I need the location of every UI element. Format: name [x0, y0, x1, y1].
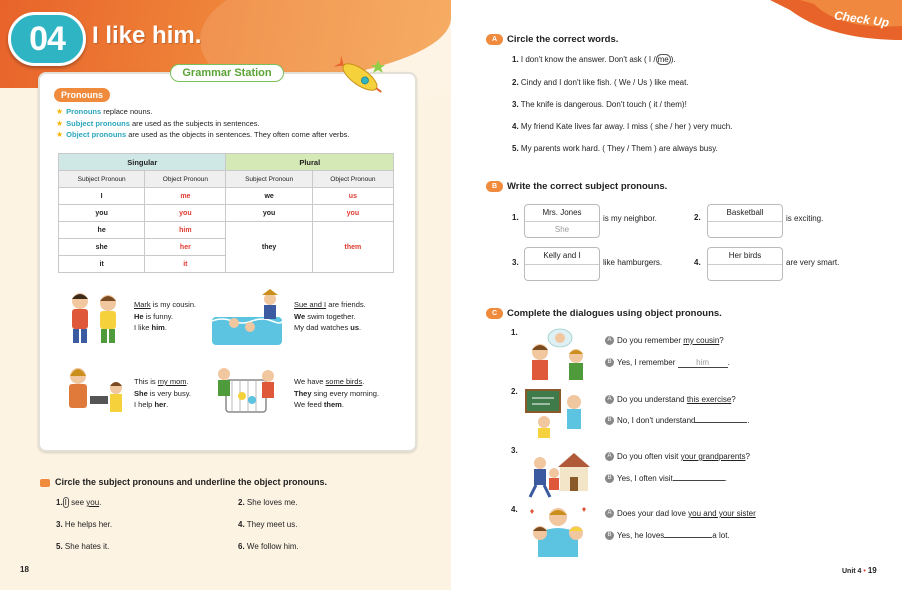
item-text[interactable]: The knife is dangerous. Don't touch ( it / them)! — [520, 100, 687, 109]
table-cell: you — [226, 205, 312, 222]
speaker-b-icon: B — [605, 358, 614, 367]
page-number-left: 18 — [20, 565, 29, 574]
example-object-noun: some birds — [325, 377, 363, 386]
dialogue-underlined: your grandparents — [680, 452, 746, 461]
section-a-item-3 — [512, 100, 687, 109]
dialogue-text: Do you understand — [617, 395, 687, 404]
answer-blank[interactable] — [664, 537, 712, 538]
example-subject-noun: Mark — [134, 300, 151, 309]
answer-blank[interactable] — [695, 422, 747, 423]
dialogue-text: ? — [745, 452, 750, 461]
item-number: 4. — [694, 258, 701, 267]
item-text[interactable]: He helps her. — [64, 520, 113, 529]
dialogue-text: Yes, I remember — [617, 358, 678, 367]
item-text: see — [68, 498, 87, 507]
speaker-a-icon: A — [605, 395, 614, 404]
dialogue-a — [605, 336, 724, 345]
dialogue-a — [605, 395, 736, 404]
star-icon: ★ — [56, 107, 64, 116]
dialogue-text: a lot. — [712, 531, 730, 540]
dialogue-text: Yes, he loves — [617, 531, 665, 540]
dialogue-b — [605, 358, 730, 368]
table-header-plural: Plural — [226, 154, 394, 171]
example-object-pronoun: him — [151, 323, 165, 332]
dialogue-b — [605, 474, 727, 483]
section-a-badge: A — [486, 34, 503, 45]
section-a-item-4 — [512, 122, 732, 131]
dialogue-a — [605, 452, 750, 461]
footer-dot: • — [863, 568, 866, 575]
table-row — [59, 188, 394, 205]
dialogue-a — [605, 509, 756, 518]
dialogue-text: Does your dad love — [617, 509, 689, 518]
example-text: swim together. — [305, 311, 356, 321]
swimming-illustration — [212, 287, 282, 345]
table-cell: you — [312, 205, 393, 222]
classroom-illustration — [524, 388, 590, 438]
example-text: . — [166, 400, 169, 409]
item-text[interactable]: Cindy and I don't like fish. ( We / Us ) like meat. — [520, 78, 689, 87]
rule-2 — [56, 119, 260, 128]
speaker-a-icon: A — [605, 509, 614, 518]
task-item-2 — [238, 498, 298, 507]
item-text: are very smart. — [786, 258, 840, 267]
table-cell: you — [145, 205, 226, 222]
example-1 — [134, 299, 196, 334]
rule-highlight: Object pronouns — [66, 130, 127, 139]
example-text: is very busy. — [147, 388, 191, 398]
grammar-station-title: Grammar Station — [170, 64, 284, 82]
table-cell: us — [312, 188, 393, 205]
dialogue-underlined: this exercise — [686, 395, 732, 404]
item-text: . — [99, 498, 102, 507]
example-subject-pronoun: She — [134, 388, 148, 398]
rule-text: are used as the subjects in sentences. — [129, 119, 260, 128]
example-text: is my cousin. — [150, 300, 197, 309]
section-title-text: Write the correct subject pronouns. — [507, 181, 668, 193]
circled-answer[interactable]: me — [657, 55, 669, 64]
answer-box — [707, 247, 783, 281]
boys-illustration — [60, 287, 130, 345]
dialogue-b — [605, 416, 750, 425]
col-subject-pronoun: Subject Pronoun — [226, 171, 312, 188]
example-subject-pronoun: We — [294, 311, 306, 321]
dialogue-text: . — [727, 358, 730, 367]
footer-unit: Unit 4 — [842, 568, 862, 575]
example-text: . — [341, 400, 344, 409]
grandparents-illustration — [524, 447, 590, 499]
example-subject-pronoun: He — [134, 311, 144, 321]
birdcage-illustration — [212, 362, 282, 420]
rule-highlight: Subject pronouns — [66, 119, 130, 128]
answer-box — [524, 204, 600, 238]
item-text[interactable]: She hates it. — [64, 542, 110, 551]
box-answer-field[interactable] — [708, 265, 782, 280]
task-item-3 — [56, 520, 112, 529]
col-object-pronoun: Object Pronoun — [312, 171, 393, 188]
item-number: 5. — [512, 144, 519, 153]
answer-box — [524, 247, 600, 281]
task-item-4 — [238, 520, 297, 529]
box-noun: Kelly and I — [525, 248, 599, 265]
speaker-b-icon: B — [605, 474, 614, 483]
col-object-pronoun: Object Pronoun — [145, 171, 226, 188]
dialogue-text: No, I don't understand — [617, 416, 696, 425]
star-icon: ★ — [56, 119, 64, 128]
table-cell: me — [145, 188, 226, 205]
task-title-text: Circle the subject pronouns and underline the object pronouns. — [55, 477, 328, 487]
box-noun: Her birds — [708, 248, 782, 265]
item-number: 2. — [512, 78, 519, 87]
item-number: 6. — [238, 542, 245, 551]
section-a-item-2 — [512, 78, 689, 87]
item-text[interactable]: We follow him. — [246, 542, 299, 551]
example-object-pronoun: them — [323, 400, 342, 409]
task-item-5 — [56, 542, 109, 551]
example-text: We feed — [294, 400, 324, 409]
task-badge-icon — [40, 479, 50, 487]
example-text: . — [164, 323, 167, 332]
table-cell: you — [59, 205, 145, 222]
unit-title: I like him. — [92, 22, 202, 49]
item-number: 3. — [512, 100, 519, 109]
item-number: 1. — [56, 498, 63, 507]
section-a-item-5 — [512, 144, 718, 153]
unit-number-badge: 04 — [8, 12, 86, 66]
section-title-text: Circle the correct words. — [507, 34, 619, 46]
box-noun: Mrs. Jones — [525, 205, 599, 222]
answer-blank[interactable]: him — [678, 358, 728, 368]
item-number: 1. — [512, 213, 519, 222]
pronoun-table — [58, 153, 394, 273]
section-b-title — [486, 181, 667, 192]
item-text: is exciting. — [786, 214, 824, 223]
table-row — [59, 222, 394, 239]
box-answer-field[interactable]: She — [554, 225, 570, 234]
cousin-illustration — [524, 326, 590, 382]
task-title — [40, 477, 327, 487]
item-number: 3. — [56, 520, 63, 529]
rule-3 — [56, 130, 350, 139]
cooking-illustration — [60, 362, 130, 420]
circled-subject[interactable]: I — [64, 498, 67, 507]
item-number: 4. — [512, 122, 519, 131]
table-cell: it — [59, 256, 145, 273]
item-text[interactable]: She loves me. — [246, 498, 298, 507]
dialogue-text: ? — [731, 395, 736, 404]
col-subject-pronoun: Subject Pronoun — [59, 171, 145, 188]
section-title-text: Complete the dialogues using object pronouns. — [507, 308, 722, 320]
example-text: I help — [134, 400, 155, 409]
item-number: 1. — [512, 55, 519, 64]
table-cell: we — [226, 188, 312, 205]
item-text: is my neighbor. — [603, 214, 657, 223]
rule-text: replace nouns. — [101, 107, 153, 116]
dialogue-text: ? — [719, 336, 724, 345]
dialogue-underlined: my cousin — [683, 336, 720, 345]
example-text: sing every morning. — [311, 388, 380, 398]
table-cell: him — [145, 222, 226, 239]
item-number: 3. — [512, 258, 519, 267]
table-cell: they — [226, 222, 312, 273]
example-text: . — [362, 377, 365, 386]
answer-blank[interactable] — [673, 480, 725, 481]
rule-highlight: Pronouns — [66, 107, 102, 116]
item-number: 1. — [511, 328, 518, 337]
check-up-title: Check Up — [833, 8, 891, 30]
item-number: 4. — [511, 505, 518, 514]
item-text: ). — [670, 55, 676, 64]
item-text[interactable]: My parents work hard. ( They / Them ) are always busy. — [520, 144, 718, 153]
speaker-a-icon: A — [605, 336, 614, 345]
example-object-pronoun: her — [154, 400, 167, 409]
example-4 — [294, 376, 379, 411]
speaker-a-icon: A — [605, 452, 614, 461]
dialogue-text: Do you often visit — [617, 452, 681, 461]
page-number-right: 19 — [867, 566, 877, 575]
table-cell: it — [145, 256, 226, 273]
star-icon: ★ — [56, 130, 64, 139]
speaker-b-icon: B — [605, 416, 614, 425]
table-cell: her — [145, 239, 226, 256]
item-number: 4. — [238, 520, 245, 529]
rule-text: are used as the objects in sentences. They often come after verbs. — [126, 130, 350, 139]
section-c-title — [486, 308, 722, 319]
dialogue-underlined: you and your sister — [688, 509, 756, 518]
example-text: This is — [134, 377, 158, 386]
table-row — [59, 205, 394, 222]
speaker-b-icon: B — [605, 531, 614, 540]
box-answer-field[interactable] — [708, 222, 782, 237]
table-cell: them — [312, 222, 393, 273]
task-item-1 — [56, 498, 101, 507]
table-cell: I — [59, 188, 145, 205]
example-3 — [134, 376, 191, 411]
example-text: is funny. — [143, 311, 174, 321]
dialogue-text: Do you remember — [617, 336, 684, 345]
rule-1 — [56, 107, 152, 116]
task-item-6 — [238, 542, 299, 551]
dialogue-text: . — [747, 416, 750, 425]
underlined-object[interactable]: you — [86, 498, 100, 507]
example-text: My dad watches — [294, 323, 351, 332]
item-number: 5. — [56, 542, 63, 551]
item-text: like hamburgers. — [603, 258, 663, 267]
section-b-badge: B — [486, 181, 503, 192]
section-a-item-1 — [512, 55, 676, 64]
item-text[interactable]: My friend Kate lives far away. I miss ( she / her ) very much. — [520, 122, 733, 131]
dialogue-text: Yes, I often visit — [617, 474, 673, 483]
item-text[interactable]: They meet us. — [246, 520, 298, 529]
example-object-noun: my mom — [157, 377, 187, 386]
family-hug-illustration — [524, 503, 590, 557]
section-a-title — [486, 34, 618, 45]
pronouns-tag: Pronouns — [54, 88, 110, 102]
example-text: We have — [294, 377, 326, 386]
page-footer — [842, 566, 877, 575]
answer-box — [707, 204, 783, 238]
dialogue-text: . — [724, 474, 727, 483]
example-text: are friends. — [326, 300, 366, 309]
item-number: 2. — [694, 213, 701, 222]
box-answer-field[interactable] — [525, 265, 599, 280]
table-cell: he — [59, 222, 145, 239]
example-2 — [294, 299, 366, 334]
example-text: . — [359, 323, 362, 332]
example-subject-pronoun: They — [294, 388, 312, 398]
section-c-badge: C — [486, 308, 503, 319]
example-text: . — [186, 377, 189, 386]
item-number: 2. — [238, 498, 245, 507]
item-text: I don't know the answer. Don't ask ( I / — [520, 55, 656, 64]
item-number: 2. — [511, 387, 518, 396]
table-header-singular: Singular — [59, 154, 226, 171]
example-subject-noun: Sue and I — [294, 300, 327, 309]
example-object-pronoun: us — [350, 323, 360, 332]
item-number: 3. — [511, 446, 518, 455]
rocket-icon — [330, 54, 390, 100]
example-text: I like — [134, 323, 152, 332]
box-noun: Basketball — [708, 205, 782, 222]
table-cell: she — [59, 239, 145, 256]
dialogue-b — [605, 531, 730, 540]
